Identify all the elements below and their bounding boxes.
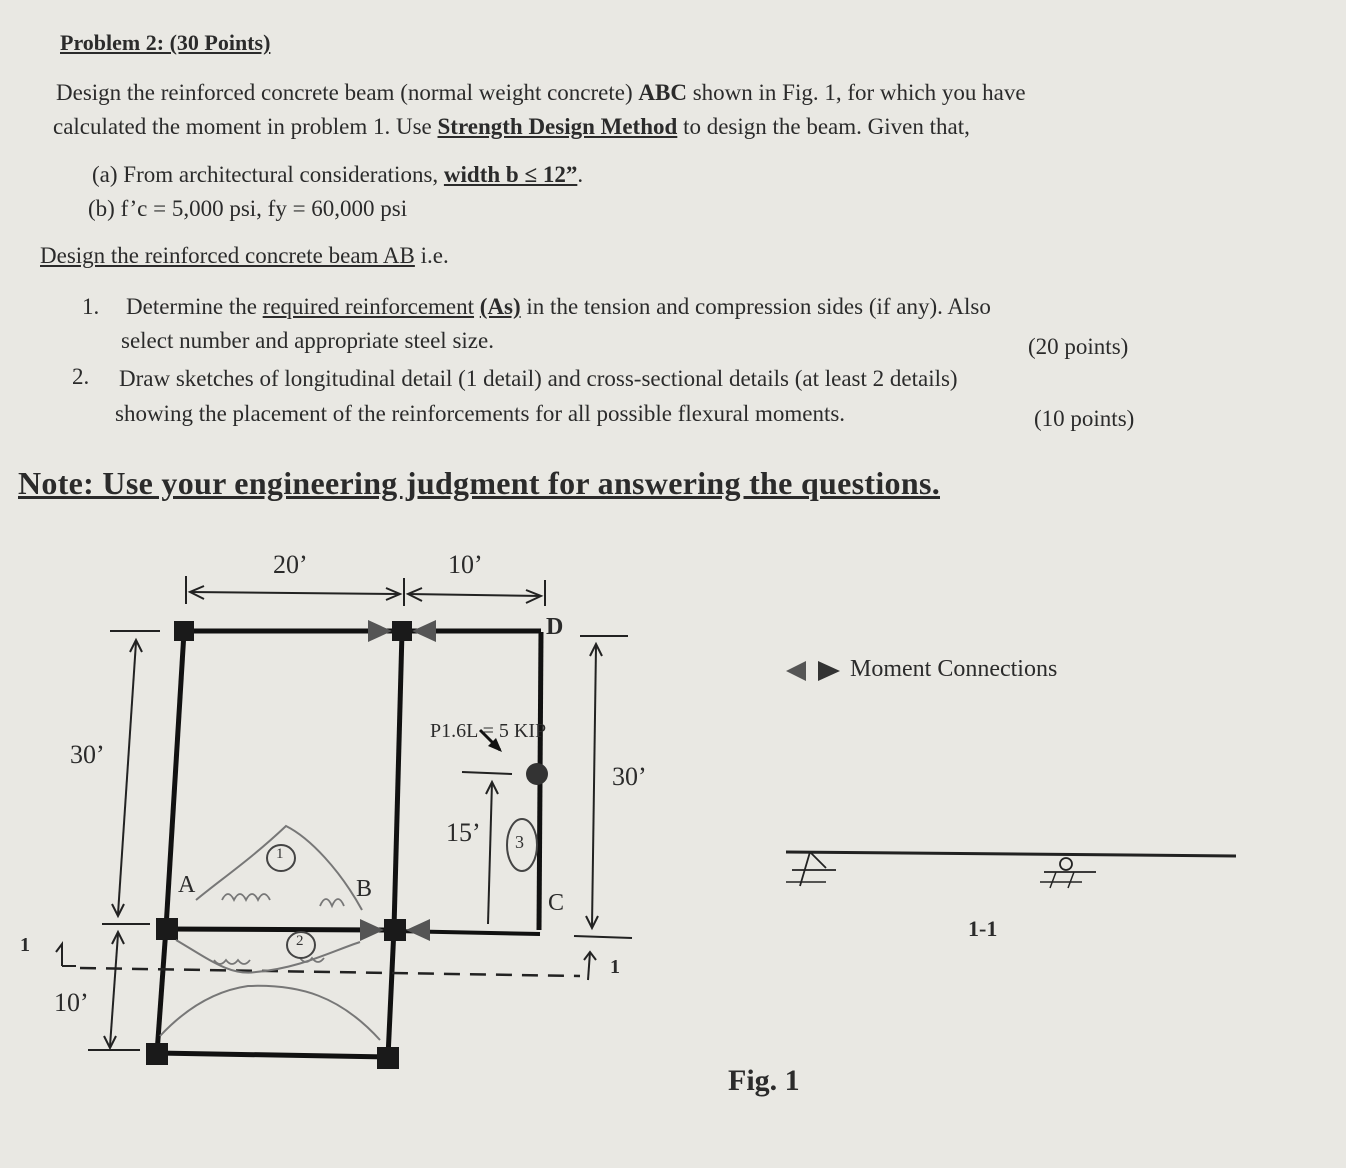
section-beam-line (786, 852, 1236, 856)
intro-text: Design the reinforced concrete beam (normal weight concrete) (56, 80, 639, 105)
roller-support-icon (1060, 858, 1072, 870)
section-mark-right: 1 (610, 956, 620, 978)
joint-a (156, 918, 178, 940)
dimension-20ft (190, 592, 400, 594)
hand-number-2: 2 (296, 933, 304, 949)
item-1-text: Determine the (126, 294, 263, 319)
problem-title: Problem 2: (30 Points) (60, 30, 271, 55)
beam-name: ABC (638, 80, 687, 105)
node-c-label: C (548, 890, 565, 916)
item-1-text: in the tension and compression sides (if any). Also (520, 294, 991, 319)
joint-base-middle (377, 1047, 399, 1069)
joint-base-left (146, 1043, 168, 1065)
item-1-points: (20 points) (1028, 334, 1129, 359)
given-a-text: (a) From architectural considerations, (92, 162, 444, 187)
given-b: (b) f’c = 5,000 psi, fy = 60,000 psi (88, 196, 408, 221)
design-heading-text: Design the reinforced concrete beam AB (40, 243, 415, 268)
required-reinforcement: required reinforcement (262, 294, 475, 319)
design-heading-suffix: i.e. (414, 243, 449, 268)
as-symbol: (As) (479, 294, 521, 319)
dim-label-10ft-left: 10’ (54, 988, 89, 1017)
joint-top-left (174, 621, 194, 641)
item-1-line-2: select number and appropriate steel size. (121, 328, 494, 353)
intro-text: shown in Fig. 1, for which you have (686, 80, 1026, 105)
item-1-number: 1. (82, 294, 100, 319)
item-2-number: 2. (72, 364, 90, 389)
item-2-line-2: showing the placement of the reinforcements for all possible flexural moments. (115, 401, 846, 426)
dimension-10ft (408, 594, 541, 596)
hand-sketch-lower-moment (160, 986, 380, 1040)
load-node (526, 763, 548, 785)
intro-text: to design the beam. Given that, (677, 114, 970, 139)
dim-label-30ft-left: 30’ (70, 740, 105, 769)
joint-top-middle (392, 621, 412, 641)
figure-caption: Fig. 1 (728, 1064, 800, 1097)
section-mark-left: 1 (20, 934, 30, 956)
moment-connection-marker (412, 620, 436, 642)
hand-number-3: 3 (515, 832, 524, 852)
given-a-suffix: . (577, 162, 584, 187)
node-a-label: A (178, 872, 196, 898)
beam-ab (166, 929, 394, 930)
dim-label-20ft: 20’ (273, 550, 308, 579)
dimension-15ft (488, 782, 492, 924)
hand-number-1: 1 (276, 846, 284, 862)
moment-connection-marker (368, 620, 392, 642)
column-middle-lower (388, 928, 394, 1057)
item-2-points: (10 points) (1034, 406, 1135, 431)
dimension-30ft-left (118, 642, 136, 914)
node-d-label: D (546, 614, 564, 640)
hand-sketch-negative-moment (176, 940, 360, 973)
item-2-line-1: Draw sketches of longitudinal detail (1 detail) and cross-sectional details (at least 2 details) (119, 366, 958, 391)
note: Note: Use your engineering judgment for answering the questions. (18, 465, 940, 501)
dim-label-30ft-right: 30’ (612, 762, 647, 791)
legend-triangle-left (786, 661, 806, 681)
intro-text: calculated the moment in problem 1. Use (53, 114, 438, 139)
design-method: Strength Design Method (437, 114, 678, 139)
ground-beam (157, 1053, 388, 1057)
dimension-10ft-left (110, 934, 118, 1046)
pin-support-icon (800, 852, 810, 886)
moment-connection-marker (360, 919, 384, 941)
load-label: P1.6L = 5 KIP (430, 720, 547, 742)
section-cut-line (80, 968, 580, 976)
width-limit: width b ≤ 12” (443, 162, 578, 187)
moment-connection-marker (406, 919, 430, 941)
section-label: 1-1 (968, 916, 998, 941)
node-b-label: B (356, 876, 373, 902)
column-middle-upper (394, 632, 402, 928)
dim-label-10ft-top: 10’ (448, 550, 483, 579)
hand-sketch-positive-moment (196, 826, 362, 910)
legend-label: Moment Connections (850, 656, 1058, 682)
legend-triangle-right (818, 661, 840, 681)
joint-b (384, 919, 406, 941)
dim-label-15ft: 15’ (446, 818, 481, 847)
dimension-30ft-right (592, 646, 596, 926)
